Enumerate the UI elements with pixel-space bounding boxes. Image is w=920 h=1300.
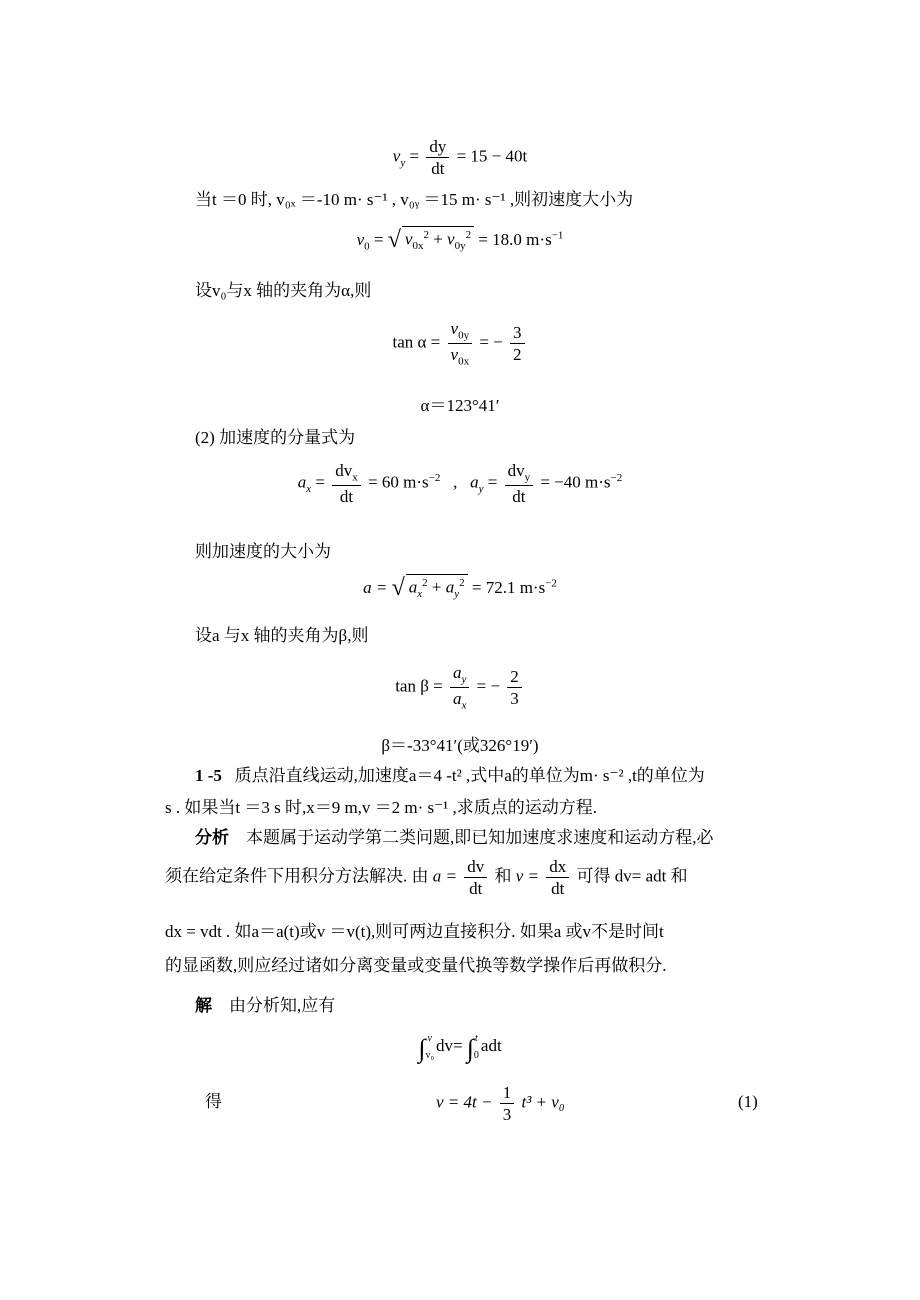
symbol: a bbox=[452, 689, 462, 709]
integrand: adt bbox=[480, 1035, 502, 1055]
exponent: 2 bbox=[422, 577, 428, 590]
equation-beta-value: β＝-33°41′(或326°19′) bbox=[381, 736, 539, 755]
symbol: a bbox=[445, 578, 455, 597]
subscript: 0x bbox=[412, 240, 424, 253]
radical-sign: √ bbox=[391, 575, 405, 601]
fraction bbox=[448, 318, 473, 369]
equation-rhs: = 72.1 m·s bbox=[471, 578, 546, 597]
problem-text: 质点沿直线运动,加速度a＝4 -t² ,式中a的单位为m· s⁻² ,t的单位为 bbox=[234, 766, 705, 785]
symbol: v bbox=[356, 230, 365, 249]
equals-minus: = − bbox=[476, 676, 501, 696]
analysis-text: 本题属于运动学第二类问题,即已知加速度求速度和运动方程,必 bbox=[246, 828, 714, 847]
integral-sign: ∫ bbox=[418, 1033, 426, 1063]
problem-number: 1 -5 bbox=[195, 766, 222, 785]
subscript: x bbox=[306, 483, 312, 495]
equation-rhs: = 15 − 40t bbox=[456, 146, 528, 166]
analysis-line-2 bbox=[165, 856, 688, 900]
analysis-text: 须在给定条件下用积分方法解决. 由 bbox=[165, 866, 429, 886]
equation-1 bbox=[436, 1082, 565, 1126]
exponent: −1 bbox=[551, 229, 564, 242]
exponent: −2 bbox=[610, 471, 623, 484]
symbol: v bbox=[392, 146, 401, 166]
equation-lhs: v = bbox=[515, 866, 540, 886]
fraction bbox=[500, 1082, 515, 1126]
subscript: y bbox=[524, 471, 531, 484]
integral-limits bbox=[474, 1030, 479, 1064]
problem-line-1 bbox=[195, 766, 705, 786]
fraction bbox=[464, 856, 487, 900]
subscript: 0y bbox=[458, 329, 470, 342]
upper-limit: t bbox=[475, 1033, 478, 1044]
equation-lhs: v = 4t − bbox=[436, 1092, 493, 1112]
equation-integral bbox=[0, 1030, 920, 1064]
equation-rhs: = −40 m·s bbox=[540, 472, 611, 492]
radicand: $a_x^2 + a_y^2$ bbox=[406, 574, 468, 601]
lower-limit: v₀ bbox=[425, 1050, 434, 1061]
equation-rhs: = 18.0 m·s bbox=[478, 230, 552, 249]
symbol: v bbox=[450, 319, 459, 338]
equals-minus: = − bbox=[479, 332, 503, 352]
text-accel-magnitude: 则加速度的大小为 bbox=[195, 542, 331, 561]
denominator: 2 bbox=[513, 345, 522, 365]
radical-sign: √ bbox=[387, 227, 401, 253]
exponent: 2 bbox=[459, 577, 465, 590]
symbol: a bbox=[408, 578, 418, 597]
numerator: 2 bbox=[507, 666, 522, 688]
subscript: y bbox=[454, 588, 460, 601]
analysis-line-1 bbox=[195, 828, 714, 848]
fraction bbox=[450, 662, 469, 713]
analysis-text: 和 bbox=[494, 866, 512, 886]
denominator: dt bbox=[431, 159, 445, 179]
analysis-text: 可得 dv= adt 和 bbox=[576, 866, 688, 886]
numerator: 1 bbox=[500, 1082, 515, 1104]
upper-limit: v bbox=[427, 1033, 432, 1044]
denominator: dt bbox=[551, 879, 565, 899]
equation-lhs: a = bbox=[363, 578, 388, 597]
lower-limit: 0 bbox=[473, 1050, 479, 1061]
text-initial-condition: 当t ＝0 时, v₀ₓ ＝-10 m· s⁻¹ , v₀ᵧ ＝15 m· s⁻¹ ,则初速度大小为 bbox=[195, 190, 634, 209]
equation-v0: $v_0$ = √ $v_{0x}^2 + v_{0y}^2 = 18.0$ $m\cdot s^{-1}$ bbox=[356, 227, 564, 253]
symbol: v bbox=[450, 345, 459, 365]
equation-alpha-value: α＝123°41′ bbox=[420, 396, 500, 415]
subscript: y bbox=[400, 157, 406, 170]
label-de: 得 bbox=[205, 1092, 222, 1111]
exponent: 2 bbox=[465, 229, 472, 242]
numerator: dv bbox=[335, 461, 353, 480]
numerator: dv bbox=[507, 461, 525, 480]
fraction bbox=[507, 666, 522, 710]
text-beta-intro: 设a 与x 轴的夹角为β,则 bbox=[195, 626, 369, 645]
fraction bbox=[505, 460, 534, 507]
solution-line-1 bbox=[195, 996, 335, 1016]
denominator: 3 bbox=[502, 1105, 512, 1125]
numerator: dx bbox=[546, 856, 569, 878]
symbol: v bbox=[447, 230, 455, 249]
solution-text: 由分析知,应有 bbox=[229, 996, 336, 1015]
equation-lhs: a = bbox=[432, 866, 457, 886]
integral-limits bbox=[425, 1030, 434, 1064]
text-alpha-intro: 设v₀与x 轴的夹角为α,则 bbox=[195, 281, 372, 300]
numerator: dv bbox=[464, 856, 487, 878]
subscript: y bbox=[478, 483, 484, 495]
analysis-label: 分析 bbox=[195, 828, 229, 847]
exponent: 2 bbox=[423, 229, 429, 242]
denominator: dt bbox=[339, 487, 354, 507]
equation-tan-alpha bbox=[0, 318, 920, 369]
subscript: x bbox=[417, 588, 423, 601]
radicand: $v_{0x}^2 + v_{0y}^2$ bbox=[402, 226, 474, 253]
text-part-2: (2) 加速度的分量式为 bbox=[195, 428, 356, 447]
equation-a-magnitude bbox=[0, 574, 920, 603]
analysis-line-4: 的显函数,则应经过诸如分离变量或变量代换等数学操作后再做积分. bbox=[165, 956, 667, 975]
equation-rhs: = 60 m·s bbox=[368, 472, 429, 492]
equation-tan-beta bbox=[0, 662, 920, 713]
equation-rest: t³ + v₀ bbox=[521, 1092, 565, 1112]
equation-lhs: tan α = bbox=[392, 332, 441, 352]
subscript: y bbox=[461, 673, 467, 686]
subscript: x bbox=[352, 471, 358, 484]
equation-lhs: tan β = bbox=[395, 676, 443, 696]
separator: , bbox=[453, 472, 458, 492]
integral-sign: ∫ bbox=[466, 1033, 474, 1063]
subscript: 0 bbox=[364, 240, 370, 253]
symbol: v bbox=[404, 230, 413, 249]
denominator: 3 bbox=[510, 689, 519, 709]
subscript: 0x bbox=[458, 355, 470, 368]
denominator: dt bbox=[512, 487, 526, 507]
analysis-line-3: dx = vdt . 如a＝a(t)或v ＝v(t),则可两边直接积分. 如果a 或v不是时间t bbox=[165, 922, 664, 941]
fraction bbox=[332, 460, 361, 507]
integrand: dv= bbox=[435, 1035, 463, 1055]
equation-acceleration-components: $a_x$ = $\frac{dv_x}{dt}$ = 60 $m\cdot s^{-2}$ , $a_y$ = $\frac{dv_y}{dt}$ = −40 $m\cdot s^{-2}$ bbox=[297, 461, 623, 507]
exponent: −2 bbox=[545, 577, 557, 590]
problem-line-2: s . 如果当t ＝3 s 时,x＝9 m,v ＝2 m· s⁻¹ ,求质点的运动方程. bbox=[165, 798, 597, 817]
numerator: 3 bbox=[510, 322, 525, 344]
symbol: a bbox=[297, 472, 307, 492]
fraction bbox=[546, 856, 569, 900]
equation-vy: $v_y$ = $\frac{dy}{dt}$ = 15 − 40t bbox=[392, 137, 528, 179]
subscript: 0y bbox=[454, 240, 466, 253]
subscript: x bbox=[461, 699, 467, 712]
numerator: dy bbox=[426, 136, 449, 158]
fraction bbox=[426, 136, 449, 180]
symbol: a bbox=[452, 663, 462, 682]
exponent: −2 bbox=[428, 471, 441, 484]
symbol: a bbox=[470, 472, 479, 492]
equation-number: (1) bbox=[738, 1092, 758, 1111]
denominator: dt bbox=[469, 879, 483, 899]
solution-label: 解 bbox=[195, 996, 212, 1015]
fraction bbox=[510, 322, 525, 366]
